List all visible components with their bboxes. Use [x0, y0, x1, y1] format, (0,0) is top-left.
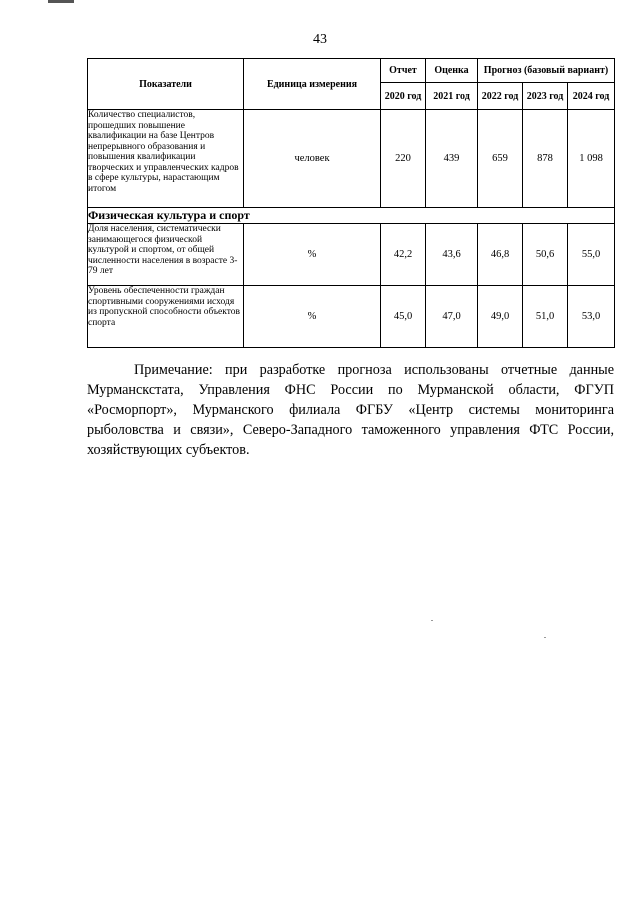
indicator-cell: Доля населения, систематически занимающегося физической культурой и спортом, от общей численности населения в возрасте 3-79 лет: [88, 224, 244, 286]
indicator-cell: Количество специалистов, прошедших повышение квалификации на базе Центров непрерывного образования и повышения квалификации творческих и управленческих кадров в сфере культуры, нарастающим итогом: [88, 110, 244, 208]
page-number: 43: [313, 32, 327, 47]
header-indicators: Показатели: [88, 59, 244, 110]
value-cell: 49,0: [478, 286, 523, 348]
table-row: [88, 224, 615, 286]
section-title: Физическая культура и спорт: [88, 208, 615, 224]
value-cell: 46,8: [478, 224, 523, 286]
unit-cell: %: [244, 224, 381, 286]
value-cell: 43,6: [426, 224, 478, 286]
unit-cell: %: [244, 286, 381, 348]
scan-speck: [431, 620, 433, 621]
note-paragraph: Примечание: при разработке прогноза использованы отчетные данные Мурманскстата, Управления ФНС России по Мурманской области, ФГУП «Росморпорт», Мурманского филиала ФГБУ «Центр системы мониторинга рыболовства и связи», Северо-Западного таможенного управления ФТС России, хозяйствующих субъектов.: [87, 362, 614, 458]
scan-speck: [544, 637, 546, 638]
value-cell: 659: [478, 110, 523, 208]
header-year: 2024 год: [568, 83, 615, 110]
value-cell: 45,0: [381, 286, 426, 348]
forecast-table: [87, 58, 615, 348]
value-cell: 42,2: [381, 224, 426, 286]
header-row: [88, 59, 615, 83]
header-year: 2020 год: [381, 83, 426, 110]
unit-cell: человек: [244, 110, 381, 208]
value-cell: 53,0: [568, 286, 615, 348]
header-year: 2021 год: [426, 83, 478, 110]
value-cell: 439: [426, 110, 478, 208]
header-forecast: Прогноз (базовый вариант): [478, 59, 615, 83]
value-cell: 220: [381, 110, 426, 208]
header-report: Отчет: [381, 59, 426, 83]
value-cell: 55,0: [568, 224, 615, 286]
section-row: [88, 208, 615, 224]
value-cell: 47,0: [426, 286, 478, 348]
header-unit: Единица измерения: [244, 59, 381, 110]
header-year: 2023 год: [523, 83, 568, 110]
value-cell: 1 098: [568, 110, 615, 208]
table-row: [88, 110, 615, 208]
table-row: [88, 286, 615, 348]
header-year: 2022 год: [478, 83, 523, 110]
scan-artifact: [48, 0, 74, 3]
value-cell: 51,0: [523, 286, 568, 348]
indicator-cell: Уровень обеспеченности граждан спортивными сооружениями исходя из пропускной способности объектов спорта: [88, 286, 244, 348]
value-cell: 878: [523, 110, 568, 208]
value-cell: 50,6: [523, 224, 568, 286]
header-estimate: Оценка: [426, 59, 478, 83]
